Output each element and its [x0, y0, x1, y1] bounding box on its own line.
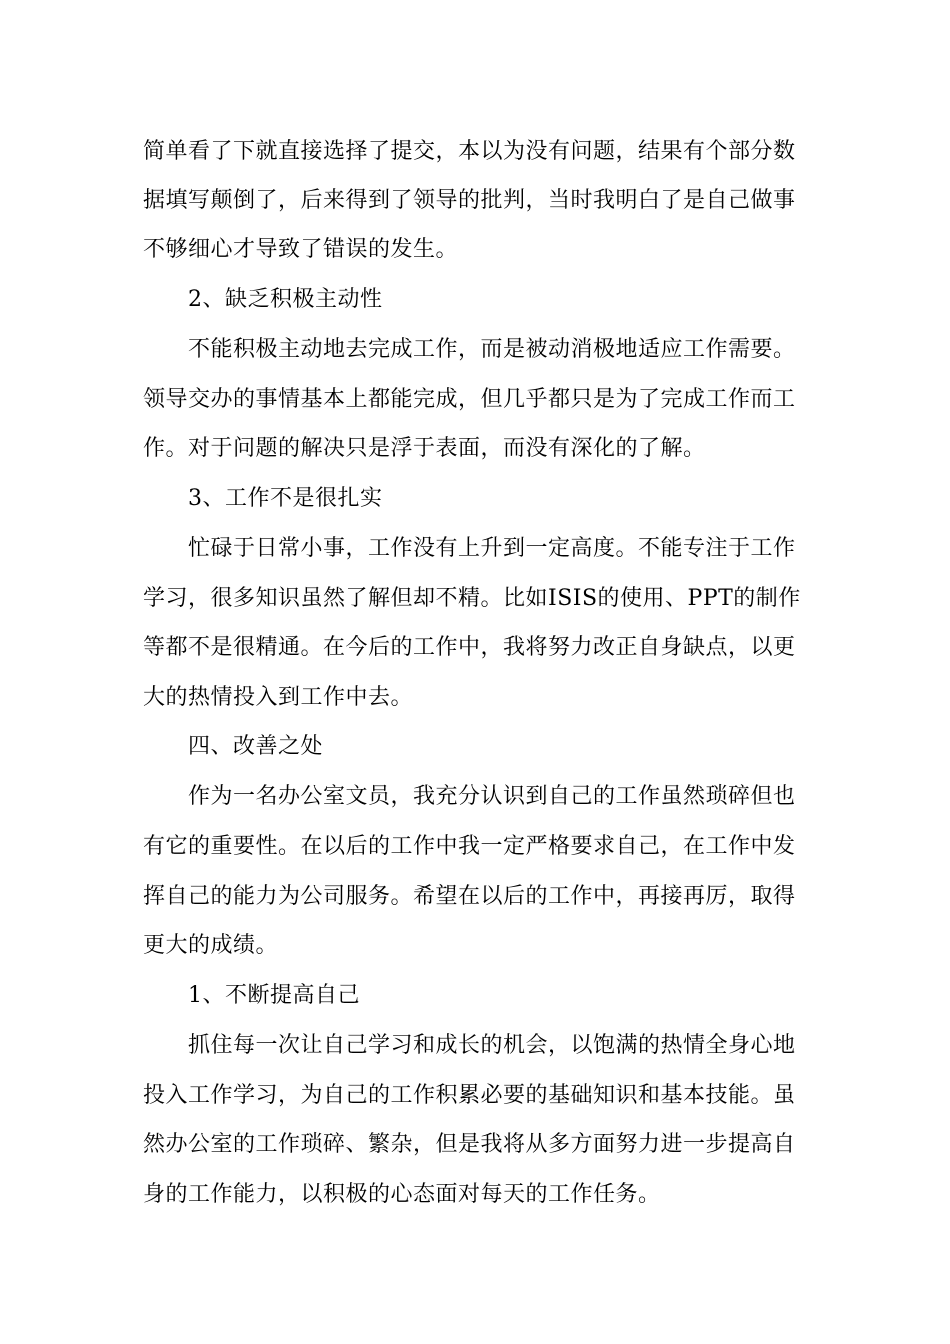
- body-text-line: 简单看了下就直接选择了提交，本以为没有问题，结果有个部分数: [143, 139, 796, 164]
- body-text-line: 领导交办的事情基本上都能完成，但几乎都只是为了完成工作而工: [143, 387, 796, 412]
- body-text-line: 作。对于问题的解决只是浮于表面，而没有深化的了解。: [143, 436, 706, 461]
- body-text-line: 有它的重要性。在以后的工作中我一定严格要求自己，在工作中发: [143, 834, 796, 859]
- body-text-line: 挥自己的能力为公司服务。希望在以后的工作中，再接再厉，取得: [143, 884, 796, 909]
- paragraph-first-line: 抓住每一次让自己学习和成长的机会，以饱满的热情全身心地: [188, 1033, 796, 1058]
- body-text-line: 等都不是很精通。在今后的工作中，我将努力改正自身缺点，以更: [143, 635, 796, 660]
- body-text-line: 更大的成绩。: [143, 933, 279, 958]
- paragraph-first-line: 不能积极主动地去完成工作，而是被动消极地适应工作需要。: [188, 337, 796, 362]
- body-text-line: 据填写颠倒了，后来得到了领导的批判，当时我明白了是自己做事: [143, 188, 796, 213]
- section-heading: 2、缺乏积极主动性: [188, 287, 383, 312]
- paragraph-first-line: 忙碌于日常小事，工作没有上升到一定高度。不能专注于工作: [188, 536, 796, 561]
- body-text-line: 投入工作学习，为自己的工作积累必要的基础知识和基本技能。虽: [143, 1083, 796, 1108]
- body-text-line: 不够细心才导致了错误的发生。: [143, 237, 459, 262]
- section-heading: 四、改善之处: [188, 734, 324, 759]
- body-text-line: 然办公室的工作琐碎、繁杂，但是我将从多方面努力进一步提高自: [143, 1132, 796, 1157]
- section-heading: 3、工作不是很扎实: [188, 486, 383, 511]
- paragraph-first-line: 作为一名办公室文员，我充分认识到自己的工作虽然琐碎但也: [188, 784, 796, 809]
- body-text-line: 大的热情投入到工作中去。: [143, 685, 414, 710]
- body-text-line: 学习，很多知识虽然了解但却不精。比如ISIS的使用、PPT的制作: [143, 586, 801, 611]
- body-text-line: 身的工作能力，以积极的心态面对每天的工作任务。: [143, 1182, 661, 1207]
- section-heading: 1、不断提高自己: [188, 983, 360, 1008]
